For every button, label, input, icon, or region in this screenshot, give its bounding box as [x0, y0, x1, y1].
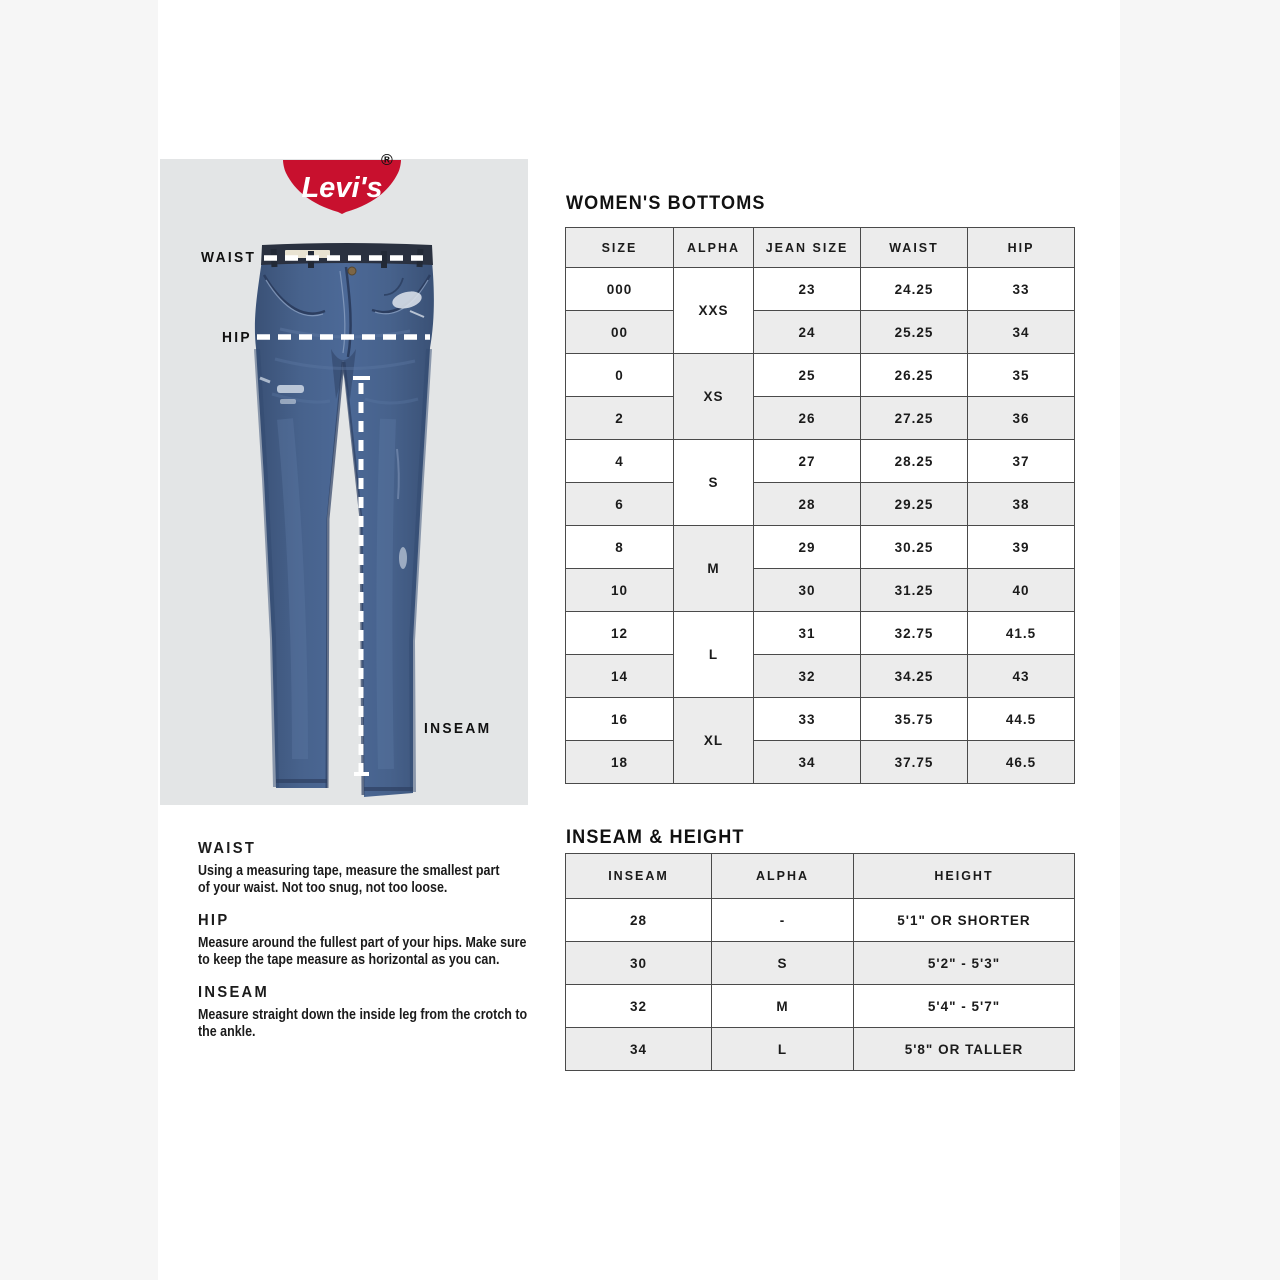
registered-trademark: ®	[381, 152, 393, 169]
table-row	[566, 483, 1075, 526]
table-cell: 25	[754, 354, 861, 397]
bottoms-size-table	[565, 227, 1075, 784]
table-cell: 12	[566, 612, 674, 655]
table-row	[566, 899, 1075, 942]
note-line: the ankle.	[198, 1024, 256, 1040]
bottoms-table-body	[566, 268, 1075, 784]
table-cell: 6	[566, 483, 674, 526]
table-cell: 18	[566, 741, 674, 784]
table-cell: 33	[754, 698, 861, 741]
table-cell: 000	[566, 268, 674, 311]
table-cell: 31.25	[861, 569, 968, 612]
table-cell: 34	[754, 741, 861, 784]
note-heading: INSEAM	[198, 984, 270, 1001]
note-heading: HIP	[198, 912, 230, 929]
table-cell: 36	[968, 397, 1075, 440]
table-cell: 14	[566, 655, 674, 698]
table-cell: S	[712, 942, 854, 985]
table-row	[566, 311, 1075, 354]
table-row	[566, 354, 1075, 397]
table-cell: 40	[968, 569, 1075, 612]
note-line: Measure straight down the inside leg from the crotch to	[198, 1007, 528, 1023]
alpha-size-cell: S	[674, 440, 754, 526]
table-cell: 30	[566, 942, 712, 985]
table-cell: 24	[754, 311, 861, 354]
table-row	[566, 1028, 1075, 1071]
table-cell: 28.25	[861, 440, 968, 483]
table-row	[566, 655, 1075, 698]
table-cell: M	[712, 985, 854, 1028]
table-cell: 16	[566, 698, 674, 741]
levis-wordmark: Levi's	[301, 172, 383, 204]
table-cell: 31	[754, 612, 861, 655]
table-cell: 5'1" OR SHORTER	[854, 899, 1075, 942]
table-cell: 34	[566, 1028, 712, 1071]
table-cell: 28	[754, 483, 861, 526]
table-row	[566, 569, 1075, 612]
hip-diagram-label: HIP	[222, 329, 252, 346]
col-header-alpha2: ALPHA	[712, 854, 854, 899]
alpha-size-cell: XXS	[674, 268, 754, 354]
table-cell: -	[712, 899, 854, 942]
inseam-diagram-label: INSEAM	[424, 720, 492, 737]
measurement-notes	[198, 840, 543, 1056]
note-body	[198, 935, 543, 969]
alpha-size-cell: M	[674, 526, 754, 612]
table-cell: 44.5	[968, 698, 1075, 741]
table-cell: 30.25	[861, 526, 968, 569]
table-cell: 5'4" - 5'7"	[854, 985, 1075, 1028]
table-cell: 33	[968, 268, 1075, 311]
table-cell: L	[712, 1028, 854, 1071]
table-cell: 32	[566, 985, 712, 1028]
table-cell: 28	[566, 899, 712, 942]
note-line: of your waist. Not too snug, not too loose.	[198, 880, 448, 896]
table-cell: 37	[968, 440, 1075, 483]
table-row	[566, 612, 1075, 655]
note-line: Measure around the fullest part of your hips. Make sure	[198, 935, 527, 951]
table-cell: 39	[968, 526, 1075, 569]
col-header-hip: HIP	[968, 228, 1075, 268]
table-cell: 0	[566, 354, 674, 397]
table-cell: 5'8" OR TALLER	[854, 1028, 1075, 1071]
table-cell: 34	[968, 311, 1075, 354]
table-cell: 43	[968, 655, 1075, 698]
waist-diagram-label: WAIST	[201, 249, 257, 266]
table-cell: 10	[566, 569, 674, 612]
table-cell: 34.25	[861, 655, 968, 698]
inseam-height-table	[565, 853, 1075, 1071]
table-cell: 46.5	[968, 741, 1075, 784]
table-row	[566, 397, 1075, 440]
inseam-header-row	[566, 854, 1075, 899]
col-header-waist: WAIST	[861, 228, 968, 268]
table-cell: 30	[754, 569, 861, 612]
col-header-alpha: ALPHA	[674, 228, 754, 268]
col-header-size: SIZE	[566, 228, 674, 268]
table-cell: 5'2" - 5'3"	[854, 942, 1075, 985]
col-header-jean-size: JEAN SIZE	[754, 228, 861, 268]
table-cell: 29.25	[861, 483, 968, 526]
table-cell: 4	[566, 440, 674, 483]
table-cell: 32.75	[861, 612, 968, 655]
table-cell: 41.5	[968, 612, 1075, 655]
table-cell: 38	[968, 483, 1075, 526]
bottoms-section-title: WOMEN'S BOTTOMS	[566, 193, 766, 214]
table-row	[566, 526, 1075, 569]
table-cell: 25.25	[861, 311, 968, 354]
note-line: to keep the tape measure as horizontal as you can.	[198, 952, 500, 968]
table-cell: 27	[754, 440, 861, 483]
note-body	[198, 863, 543, 897]
table-cell: 24.25	[861, 268, 968, 311]
table-cell: 35.75	[861, 698, 968, 741]
table-row	[566, 440, 1075, 483]
table-cell: 26	[754, 397, 861, 440]
table-row	[566, 741, 1075, 784]
table-cell: 00	[566, 311, 674, 354]
note-heading: WAIST	[198, 840, 257, 857]
table-row	[566, 268, 1075, 311]
col-header-height: HEIGHT	[854, 854, 1075, 899]
table-cell: 27.25	[861, 397, 968, 440]
table-row	[566, 985, 1075, 1028]
table-cell: 35	[968, 354, 1075, 397]
table-cell: 37.75	[861, 741, 968, 784]
table-cell: 32	[754, 655, 861, 698]
alpha-size-cell: XL	[674, 698, 754, 784]
table-cell: 26.25	[861, 354, 968, 397]
col-header-inseam: INSEAM	[566, 854, 712, 899]
alpha-size-cell: XS	[674, 354, 754, 440]
alpha-size-cell: L	[674, 612, 754, 698]
table-row	[566, 942, 1075, 985]
table-row	[566, 698, 1075, 741]
table-cell: 23	[754, 268, 861, 311]
inseam-table-body	[566, 899, 1075, 1071]
bottoms-header-row	[566, 228, 1075, 268]
note-body	[198, 1007, 543, 1041]
note-line: Using a measuring tape, measure the smallest part	[198, 863, 500, 879]
table-cell: 2	[566, 397, 674, 440]
table-cell: 8	[566, 526, 674, 569]
table-cell: 29	[754, 526, 861, 569]
inseam-section-title: INSEAM & HEIGHT	[566, 827, 745, 848]
